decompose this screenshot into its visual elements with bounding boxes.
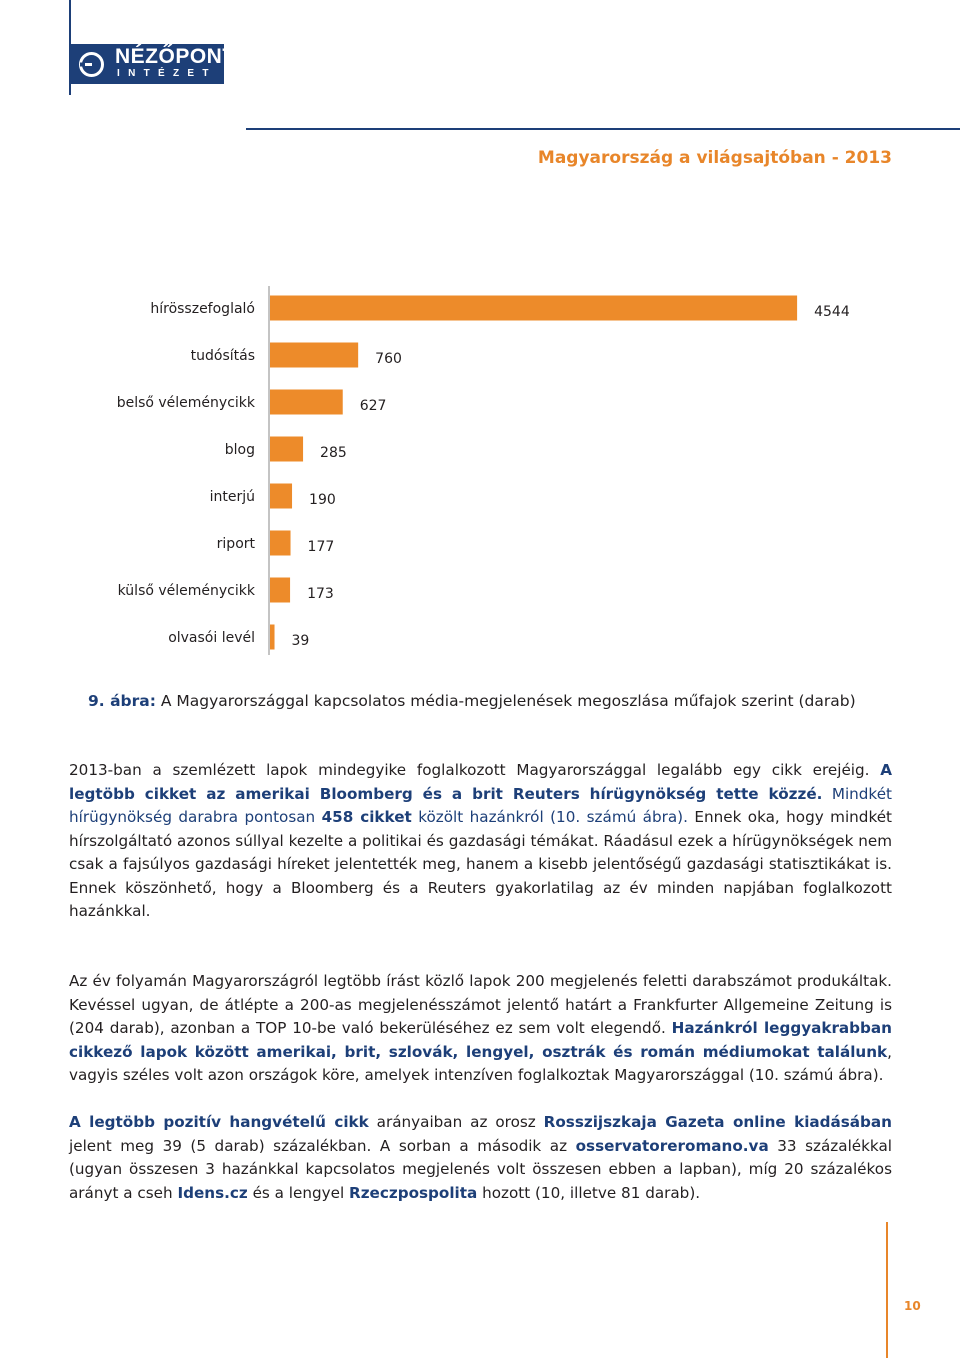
value-label: 760 (375, 351, 402, 367)
header-horizontal-rule (246, 128, 960, 130)
logo-name: NÉZŐPONT (115, 45, 236, 68)
section-title: Magyarország a világsajtóban - 2013 (537, 148, 892, 168)
paragraph-1 (69, 759, 892, 924)
p1-text-3: közölt hazánkról (10. számú ábra). (411, 808, 688, 826)
p3-text-3: 33 százalékkal (ugyan összesen 3 hazánkkal kapcsolatos megjelenés volt összesen ebben a lapban), míg 20 százalékos arányt a cseh (69, 1136, 892, 1202)
bar-6 (270, 531, 291, 556)
p2-text-1: Az év folyamán Magyarországról legtöbb írást közlő lapok 200 megjelenés feletti darabszámot produkáltak. Kevéssel ugyan, de átlépte a 200-as megjelenésszámot jelentő határt a Frankfurter Allgemeine Zeitung is (204 darab), azonban a TOP 10-be való bekerüléséhez ez sem volt elegendő. (69, 972, 892, 1037)
figure-caption (88, 692, 856, 710)
caption-label: 9. ábra: (88, 692, 156, 710)
logo-mark-icon (78, 51, 105, 78)
category-label: hírösszefoglaló (150, 301, 255, 317)
genre-bar-chart (0, 280, 960, 690)
category-label: interjú (209, 489, 255, 505)
category-label: olvasói levél (168, 630, 255, 646)
p3-bold-5: Rzeczpospolita (349, 1183, 478, 1202)
value-label: 39 (291, 633, 310, 649)
p1-text-1: 2013-ban a szemlézett lapok mindegyike foglalkozott Magyarországgal legalább egy cikk erejéig. (69, 761, 881, 779)
p1-bold-2: 458 cikket (321, 808, 412, 826)
bar-8 (270, 625, 275, 650)
paragraph-3 (69, 1111, 892, 1205)
bar-1 (270, 296, 797, 321)
nezopont-logo (69, 44, 236, 84)
category-label: tudósítás (190, 348, 255, 364)
bar-4 (270, 437, 303, 462)
category-label: blog (224, 442, 255, 458)
value-label: 190 (309, 492, 336, 508)
p3-text-5: hozott (10, illetve 81 darab). (477, 1183, 701, 1202)
p3-text-2: jelent meg 39 (5 darab) százalékban. A sorban a második az (69, 1136, 576, 1155)
p3-bold-3: osservatoreromano.va (575, 1136, 769, 1155)
bar-5 (270, 484, 292, 509)
p2-text-2: , vagyis széles volt azon országok köre, amelyek intenzíven foglalkoztak Magyarországgal (10. számú ábra). (69, 1042, 892, 1084)
bar-3 (270, 390, 343, 415)
bar-7 (270, 578, 290, 603)
bar-2 (270, 343, 358, 368)
p3-bold-2: Rosszijszkaja Gazeta online kiadásában (543, 1113, 892, 1131)
value-label: 627 (359, 398, 387, 414)
value-label: 285 (320, 445, 347, 461)
value-label: 173 (307, 586, 334, 602)
value-label: 4544 (814, 304, 850, 320)
logo-subtitle: INTÉZET (117, 68, 217, 79)
p3-bold-4: Idens.cz (177, 1183, 248, 1202)
category-label: belső véleménycikk (116, 395, 255, 411)
p3-text-4: és a lengyel (247, 1183, 350, 1202)
p1-bold-1: A legtöbb cikket az amerikai Bloomberg és a brit Reuters hírügynökség tette közzé. (69, 761, 892, 803)
paragraph-2 (69, 970, 892, 1088)
page-number: 10 (904, 1299, 921, 1313)
category-label: riport (216, 536, 255, 552)
p3-bold-1: A legtöbb pozitív hangvételű cikk (69, 1113, 369, 1131)
value-label: 177 (307, 539, 335, 555)
p3-text-1: arányaiban az orosz (368, 1113, 544, 1131)
footer-vertical-rule (886, 1222, 888, 1358)
category-label: külső véleménycikk (117, 583, 255, 599)
p2-bold-1: Hazánkról leggyakrabban cikkező lapok között amerikai, brit, szlovák, lengyel, osztrák és román médiumokat találunk (69, 1019, 892, 1061)
p1-text-4: Ennek oka, hogy mindkét hírszolgáltató azonos súllyal kezelte a politikai és gazdasági témákat. Ráadásul ezek a hírügynökségek nem csak a fajsúlyos gazdasági híreket jelentették meg, hanem a kisebb jelentőségű gazdasági statisztikákat is. Ennek köszönhető, hogy a Bloomberg és a Reuters gyakorlatilag az év minden napjában foglalkozott hazánkkal. (69, 808, 892, 920)
caption-text: A Magyarországgal kapcsolatos média-megjelenések megoszlása műfajok szerint (darab) (160, 692, 856, 710)
p1-text-2: Mindkét hírügynökség darabra pontosan (69, 784, 892, 826)
